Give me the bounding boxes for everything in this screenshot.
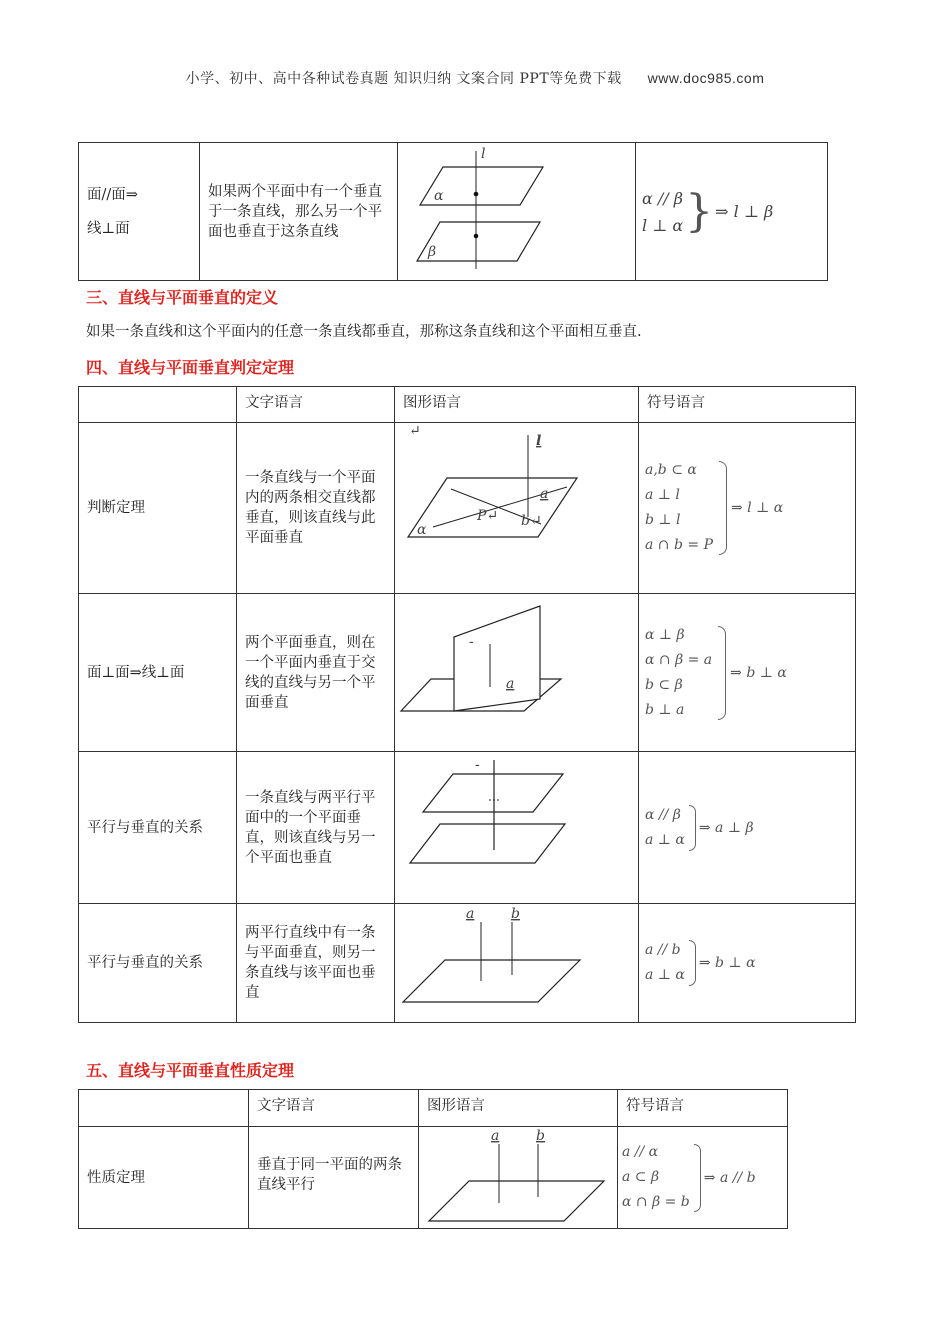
text-language-cell: 如果两个平面中有一个垂直于一条直线，那么另一个平面也垂直于这条直线 (200, 143, 398, 281)
parallel-lines-figure (395, 904, 639, 1022)
figure-cell (395, 594, 639, 752)
text-language-cell: 两个平面垂直，则在一个平面内垂直于交线的直线与另一个平面垂直 (237, 594, 395, 752)
table-row (79, 423, 856, 594)
figure-cell (395, 752, 639, 904)
parallel-planes-table (78, 142, 828, 281)
theorem-name-cell: 判断定理 (79, 423, 237, 594)
symbol-conclusion: ⇒ a // b (703, 1169, 756, 1186)
page-header (0, 68, 950, 88)
brace (694, 1144, 701, 1212)
label-dash: - (469, 634, 474, 650)
property-theorem-table (78, 1089, 788, 1229)
figure-cell (395, 423, 639, 594)
symbol-premise: b ⊂ β (645, 676, 683, 693)
theorem-name-line1: 面//面⇒ (87, 186, 138, 203)
symbol-conclusion: ⇒ b ⊥ α (730, 664, 787, 681)
intersection-point (474, 234, 479, 239)
symbol-premise: l ⊥ α (642, 215, 684, 235)
plane-beta (454, 606, 540, 711)
symbol-premise: a ∩ b = P (645, 537, 713, 553)
figure-cell (419, 1127, 618, 1229)
parallel-planes-line-figure (395, 752, 639, 903)
symbol-language-cell (639, 423, 856, 594)
perpendicular-planes-figure (395, 594, 639, 751)
text-language-cell: 两平行直线中有一条与平面垂直，则另一条直线与该平面也垂直 (237, 904, 395, 1023)
table-header-row (79, 387, 856, 423)
label-p: P↵ (477, 508, 499, 524)
table-row (79, 752, 856, 904)
symbol-language-cell (639, 594, 856, 752)
symbol-language-cell (639, 752, 856, 904)
symbol-language-cell (636, 143, 828, 281)
header-cell: 文字语言 (237, 387, 395, 423)
figure-cell (398, 143, 636, 281)
header-text: 小学、初中、高中各种试卷真题 知识归纳 文案合同 PPT等免费下载 (185, 71, 622, 87)
plane-alpha (429, 1181, 604, 1221)
theorem-name-cell: 面⊥面⇒线⊥面 (79, 594, 237, 752)
symbol-premise: a ⊥ α (645, 967, 685, 983)
plane-beta (410, 824, 565, 863)
symbol-premise: α // β (642, 188, 684, 208)
header-cell: 符号语言 (618, 1090, 788, 1127)
symbol-premise: a ⊂ β (622, 1169, 660, 1185)
symbol-premise: α ∩ β = a (645, 651, 713, 668)
theorem-name-line2: 线⊥面 (87, 220, 130, 237)
symbol-premise: a // α (622, 1144, 659, 1160)
brace (718, 626, 726, 720)
label-b: b↵ (521, 513, 542, 529)
label-b: b (511, 906, 520, 922)
theorem-name-cell: 平行与垂直的关系 (79, 752, 237, 904)
label-alpha: α (417, 522, 427, 538)
table-row (79, 904, 856, 1023)
criterion-figure (395, 423, 639, 593)
label-beta: β (428, 244, 437, 260)
figure-cell (395, 904, 639, 1023)
table-row (79, 594, 856, 752)
table-row (79, 1127, 788, 1229)
text-language-cell: 垂直于同一平面的两条直线平行 (249, 1127, 419, 1229)
perpendicular-criteria-table (78, 386, 856, 1023)
symbol-premise: b ⊥ l (645, 512, 681, 528)
header-cell: 文字语言 (249, 1090, 419, 1127)
property-figure (419, 1127, 618, 1228)
symbol-conclusion: ⇒ b ⊥ α (698, 955, 756, 971)
header-url[interactable]: www.doc985.com (647, 70, 765, 86)
symbol-conclusion: ⇒ l ⊥ α (731, 500, 784, 516)
header-cell: 符号语言 (639, 387, 856, 423)
two-parallel-planes-figure (398, 143, 636, 280)
label-b: b (536, 1128, 545, 1144)
section3-body: 如果一条直线和这个平面内的任意一条直线都垂直，那称这条直线和这个平面相互垂直. (86, 324, 642, 340)
intersection-point (474, 192, 479, 197)
label-return: ↵ (409, 423, 421, 439)
label-a: a (491, 1128, 500, 1144)
symbol-premise: a ⊥ α (645, 831, 685, 848)
label-alpha: α (434, 188, 444, 204)
theorem-name-cell: 平行与垂直的关系 (79, 904, 237, 1023)
label-a: a (540, 486, 549, 502)
label-l: l (536, 433, 542, 449)
table-header-row (79, 1090, 788, 1127)
symbol-conclusion: ⇒ a ⊥ β (698, 819, 754, 836)
section4-title: 四、直线与平面垂直判定定理 (86, 358, 295, 377)
label-a: a (506, 676, 515, 692)
symbol-premise: α ∩ β = b (622, 1194, 690, 1210)
brace: } (685, 185, 714, 237)
text-language-cell: 一条直线与一个平面内的两条相交直线都垂直，则该直线与此平面垂直 (237, 423, 395, 594)
symbol-conclusion: ⇒ l ⊥ β (715, 201, 774, 221)
symbol-premise: α // β (645, 806, 681, 823)
section5-title: 五、直线与平面垂直性质定理 (86, 1061, 295, 1080)
symbol-premise: b ⊥ a (645, 701, 685, 718)
header-cell (79, 1090, 249, 1127)
header-cell: 图形语言 (395, 387, 639, 423)
section3-title: 三、直线与平面垂直的定义 (86, 288, 279, 307)
brace (689, 805, 696, 851)
brace (689, 940, 696, 986)
theorem-name-cell (79, 143, 200, 281)
symbol-language-cell (639, 904, 856, 1023)
symbol-premise: a ⊥ l (645, 487, 680, 503)
symbol-premise: a,b ⊂ α (645, 462, 697, 478)
symbol-premise: α ⊥ β (645, 626, 685, 643)
table-row (79, 143, 828, 281)
theorem-name-cell: 性质定理 (79, 1127, 249, 1229)
label-a: a (466, 906, 475, 922)
header-cell: 图形语言 (419, 1090, 618, 1127)
label-l: l (481, 146, 486, 162)
plane-alpha (423, 774, 563, 812)
brace (719, 461, 727, 555)
plane-alpha (403, 960, 580, 1002)
header-cell (79, 387, 237, 423)
symbol-language-cell (618, 1127, 788, 1229)
symbol-premise: a // b (645, 942, 681, 958)
text-language-cell: 一条直线与两平行平面中的一个平面垂直，则该直线与另一个平面也垂直 (237, 752, 395, 904)
label-dash: - (475, 757, 480, 773)
